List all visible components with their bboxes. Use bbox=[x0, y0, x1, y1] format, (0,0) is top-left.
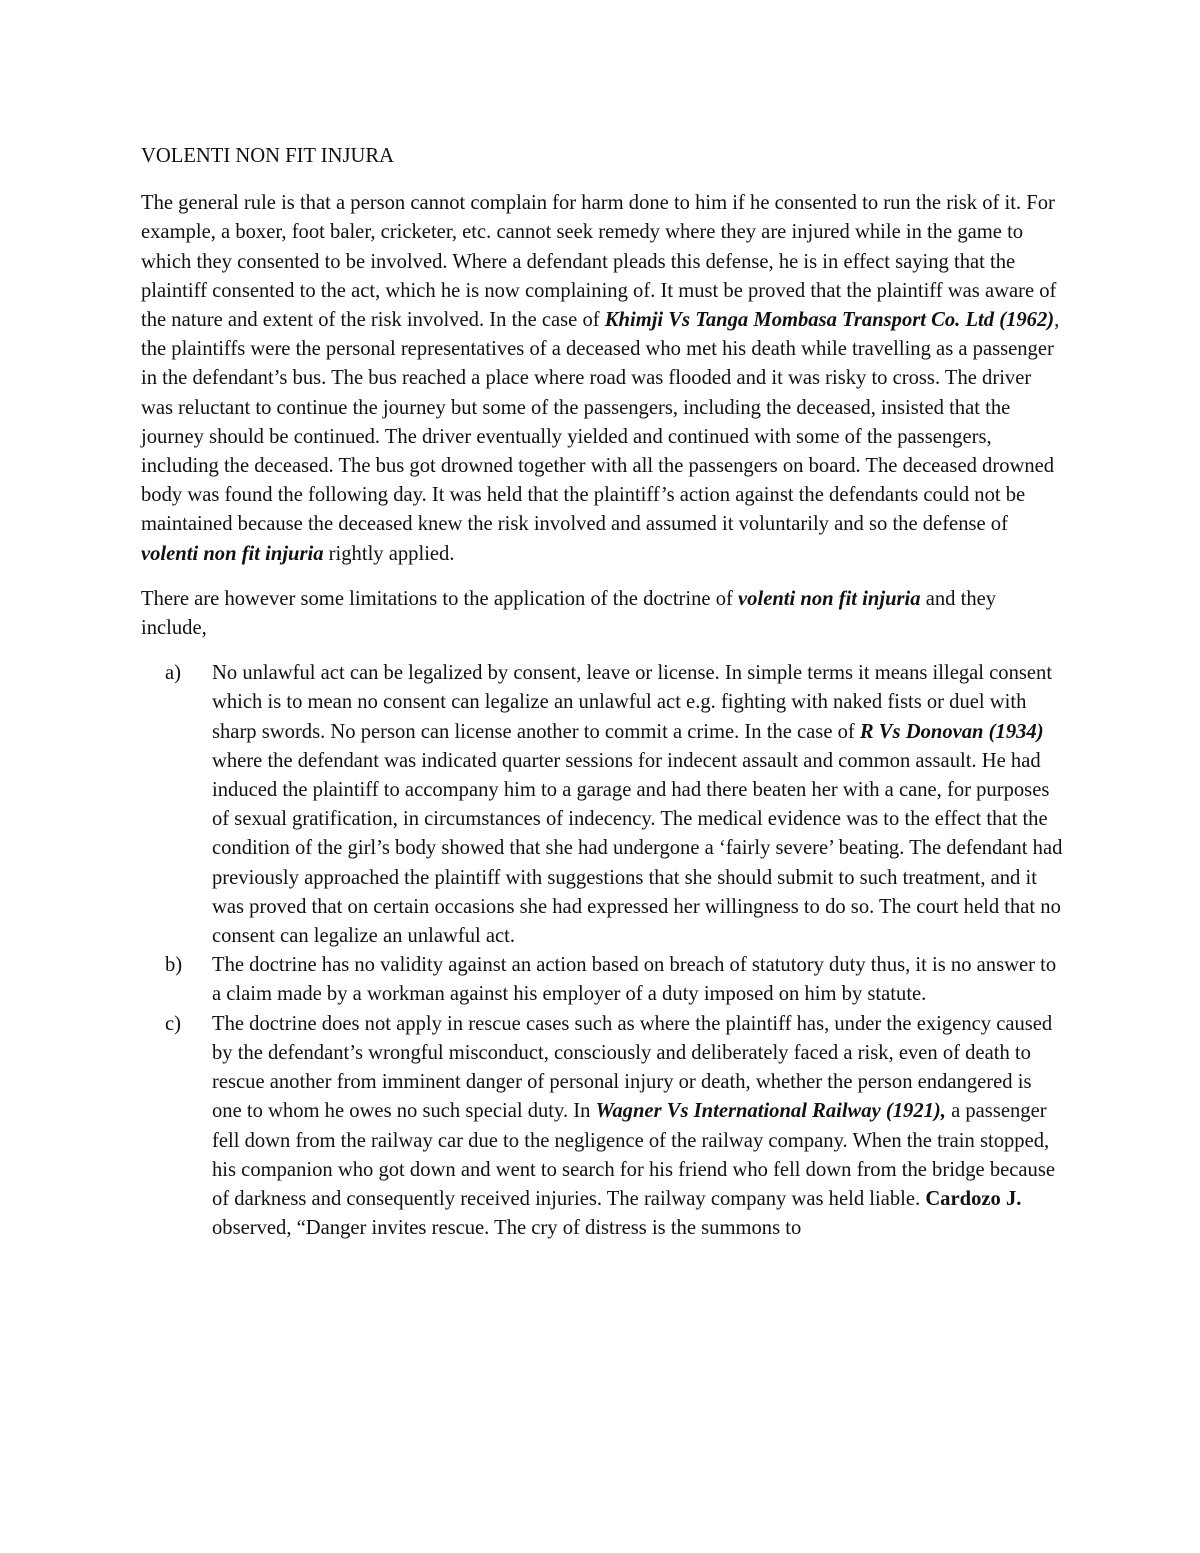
case-citation-khimji: Khimji Vs Tanga Mombasa Transport Co. Ltd (1962) bbox=[604, 309, 1055, 332]
list-item-text: No unlawful act can be legalized by consent, leave or license. In simple terms it means illegal consent which is to mean no consent can legalize an unlawful act e.g. fighting with naked fists or duel with sharp swords. No person can license another to commit a crime. In the case of bbox=[212, 662, 1053, 743]
list-item-text: The doctrine has no validity against an action based on breach of statutory duty thus, it is no answer to a claim made by a workman against his employer of a duty imposed on him by statute. bbox=[212, 954, 1057, 1006]
case-citation-donovan: R Vs Donovan (1934) bbox=[859, 720, 1044, 743]
paragraph-text: rightly applied. bbox=[323, 542, 455, 565]
paragraph-text: The general rule is that a person cannot complain for harm done to him if he consented to run the risk of it. For example, a boxer, foot baler, cricketer, etc. cannot seek remedy where they are injured while in the game to which they consented to be involved. Where a defendant pleads this defense, he is in effect saying that the plaintiff consented to the act, which he is now complaining of. It must be proved that the plaintiff was aware of the nature and extent of the risk involved. In the case of bbox=[141, 192, 1057, 332]
judge-name: Cardozo J. bbox=[925, 1187, 1022, 1210]
list-item-text: observed, “Danger invites rescue. The cry of distress is the summons to bbox=[212, 1217, 802, 1240]
list-item-b bbox=[141, 951, 1066, 1009]
paragraph-general-rule bbox=[141, 189, 1066, 569]
list-marker: b) bbox=[165, 954, 183, 977]
paragraph-text: There are however some limitations to the application of the doctrine of bbox=[141, 587, 739, 610]
doctrine-term: volenti non fit injuria bbox=[738, 587, 921, 610]
list-item-text: a passenger fell down from the railway car due to the negligence of the railway company. When the train stopped, his companion who got down and went to search for his friend who fell down from the bridge because of darkness and consequently received injuries. The railway company was held liable. bbox=[212, 1100, 1055, 1210]
paragraph-limitations-intro bbox=[141, 585, 1066, 643]
document-title: VOLENTI NON FIT INJURA bbox=[141, 145, 395, 167]
document-page bbox=[141, 142, 1066, 1243]
list-item-text: where the defendant was indicated quarter sessions for indecent assault and common assault. He had induced the plaintiff to accompany him to a garage and had there beaten her with a cane, for purposes of sexual gratification, in circumstances of indecency. The medical evidence was to the effect that the condition of the girl’s body showed that she had undergone a ‘fairly severe’ beating. The defendant had previously approached the plaintiff with suggestions that she should submit to such treatment, and it was proved that on certain occasions she had expressed her willingness to do so. The court held that no consent can legalize an unlawful act. bbox=[212, 749, 1063, 948]
paragraph-text: and they include, bbox=[141, 587, 997, 640]
limitations-list bbox=[141, 659, 1066, 1243]
doctrine-term: volenti non fit injuria bbox=[141, 542, 324, 565]
list-item-c bbox=[141, 1010, 1066, 1244]
paragraph-text: , the plaintiffs were the personal representatives of a deceased who met his death while travelling as a passenger in the defendant’s bus. The bus reached a place where road was flooded and it was risky to cross. The driver was reluctant to continue the journey but some of the passengers, including the deceased, insisted that the journey should be continued. The driver eventually yielded and continued with some of the passengers, including the deceased. The bus got drowned together with all the passengers on board. The deceased drowned body was found the following day. It was held that the plaintiff’s action against the defendants could not be maintained because the deceased knew the risk involved and assumed it voluntarily and so the defense of bbox=[141, 309, 1060, 536]
list-item-text: The doctrine does not apply in rescue cases such as where the plaintiff has, under the exigency caused by the defendant’s wrongful misconduct, consciously and deliberately faced a risk, even of death to rescue another from imminent danger of personal injury or death, whether the person endangered is one to whom he owes no such special duty. In bbox=[212, 1012, 1053, 1123]
list-marker: c) bbox=[165, 1012, 181, 1035]
list-item-a bbox=[141, 659, 1066, 951]
list-marker: a) bbox=[165, 662, 181, 685]
case-citation-wagner: Wagner Vs International Railway (1921), bbox=[595, 1100, 946, 1123]
